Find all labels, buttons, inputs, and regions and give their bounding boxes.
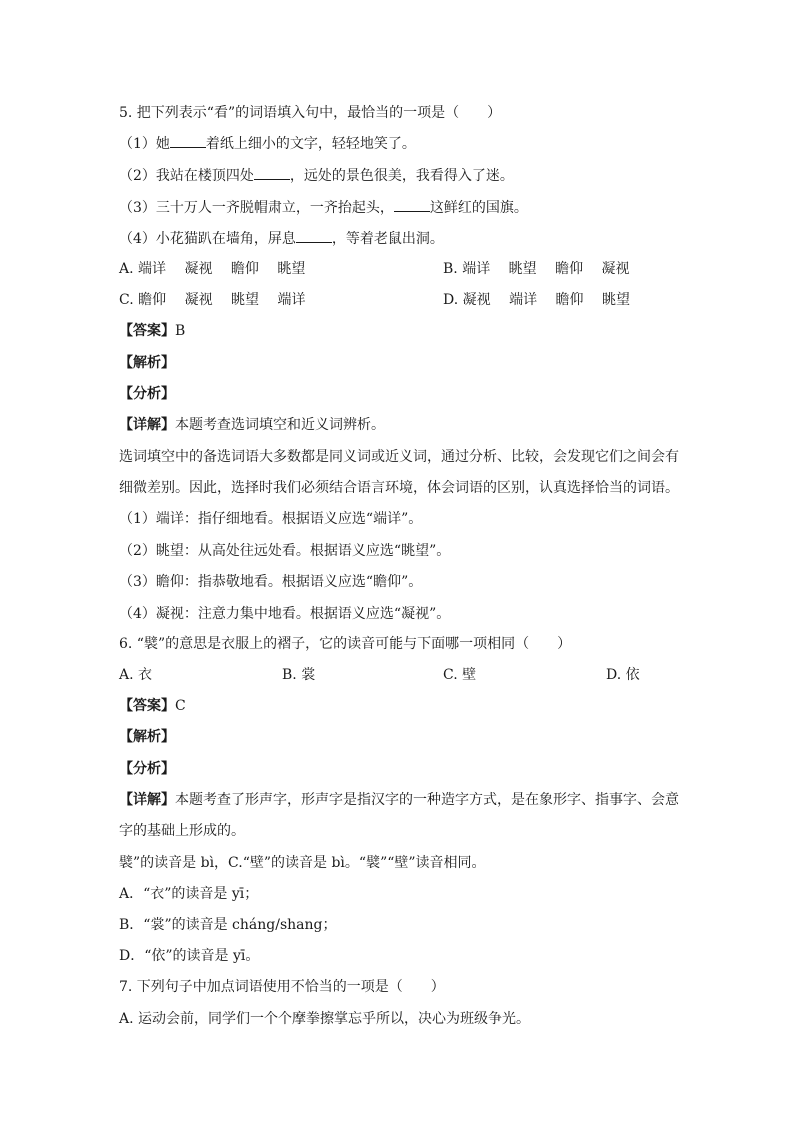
q6-option-b: B. 裳 xyxy=(282,667,316,683)
q5-analysis-heading: 【解析】 xyxy=(119,355,175,371)
q5-option-a: A. 端详 凝视 瞻仰 眺望 xyxy=(119,261,306,277)
q5-detail: 【详解】本题考查选词填空和近义词辨析。 xyxy=(119,417,385,433)
q6-stem: 6. “襞”的意思是衣服上的褶子，它的读音可能与下面哪一项相同（ ） xyxy=(119,636,572,652)
q5-sentence-2: （2）我站在楼顶四处 ，远处的景色很美，我看得入了迷。 xyxy=(119,168,514,184)
q6-analysis-heading: 【解析】 xyxy=(119,729,175,745)
q7-option-a: A. 运动会前，同学们一个个摩拳擦掌忘乎所以，决心为班级争光。 xyxy=(119,1011,531,1027)
q5-paragraph-1: 选词填空中的备选词语大多数都是同义词或近义词，通过分析、比较，会发现它们之间会有 xyxy=(119,449,679,465)
q5-explain-2: （2）眺望：从高处往远处看。根据语义应选“眺望”。 xyxy=(119,543,451,559)
q6-detail-4: A．“衣”的读音是 yī； xyxy=(119,886,259,902)
q5-option-d: D. 凝视 端详 瞻仰 眺望 xyxy=(443,292,630,308)
q6-answer: 【答案】C xyxy=(119,698,186,714)
blank xyxy=(170,135,206,148)
q5-fenxi-heading: 【分析】 xyxy=(119,386,175,402)
q6-detail-3: 襞”的读音是 bì，C.“壁”的读音是 bì。“襞”“壁”读音相同。 xyxy=(119,855,486,871)
q7-stem: 7. 下列句子中加点词语使用不恰当的一项是（ ） xyxy=(119,979,445,995)
q5-answer: 【答案】B xyxy=(119,323,186,339)
blank xyxy=(254,167,290,180)
q6-detail-6: D．“依”的读音是 yī。 xyxy=(119,948,260,964)
q5-sentence-3: （3）三十万人一齐脱帽肃立，一齐抬起头， 这鲜红的国旗。 xyxy=(119,200,528,216)
q6-detail-2: 字的基础上形成的。 xyxy=(119,823,245,839)
q5-stem: 5. 把下列表示“看”的词语填入句中，最恰当的一项是（ ） xyxy=(119,105,502,121)
q6-option-c: C. 壁 xyxy=(443,667,477,683)
q6-detail: 【详解】本题考查了形声字，形声字是指汉字的一种造字方式，是在象形字、指事字、会意 xyxy=(119,792,679,808)
q6-option-d: D. 依 xyxy=(606,667,640,683)
q5-sentence-4: （4）小花猫趴在墙角，屏息 ，等着老鼠出洞。 xyxy=(119,231,444,247)
q6-option-a: A. 衣 xyxy=(119,667,153,683)
q5-explain-1: （1）端详：指仔细地看。根据语义应选“端详”。 xyxy=(119,511,423,527)
q5-paragraph-2: 细微差别。因此，选择时我们必须结合语言环境，体会词语的区别，认真选择恰当的词语。 xyxy=(119,480,679,496)
q5-option-c: C. 瞻仰 凝视 眺望 端详 xyxy=(119,292,306,308)
q5-explain-3: （3）瞻仰：指恭敬地看。根据语义应选“瞻仰”。 xyxy=(119,574,423,590)
q6-fenxi-heading: 【分析】 xyxy=(119,761,175,777)
q5-explain-4: （4）凝视：注意力集中地看。根据语义应选“凝视”。 xyxy=(119,606,451,622)
blank xyxy=(394,199,430,212)
q5-sentence-1: （1）她 着纸上细小的文字，轻轻地笑了。 xyxy=(119,136,416,152)
q6-detail-5: B．“裳”的读音是 cháng/shang； xyxy=(119,917,337,933)
blank xyxy=(296,230,332,243)
q5-option-b: B. 端详 眺望 瞻仰 凝视 xyxy=(443,261,630,277)
